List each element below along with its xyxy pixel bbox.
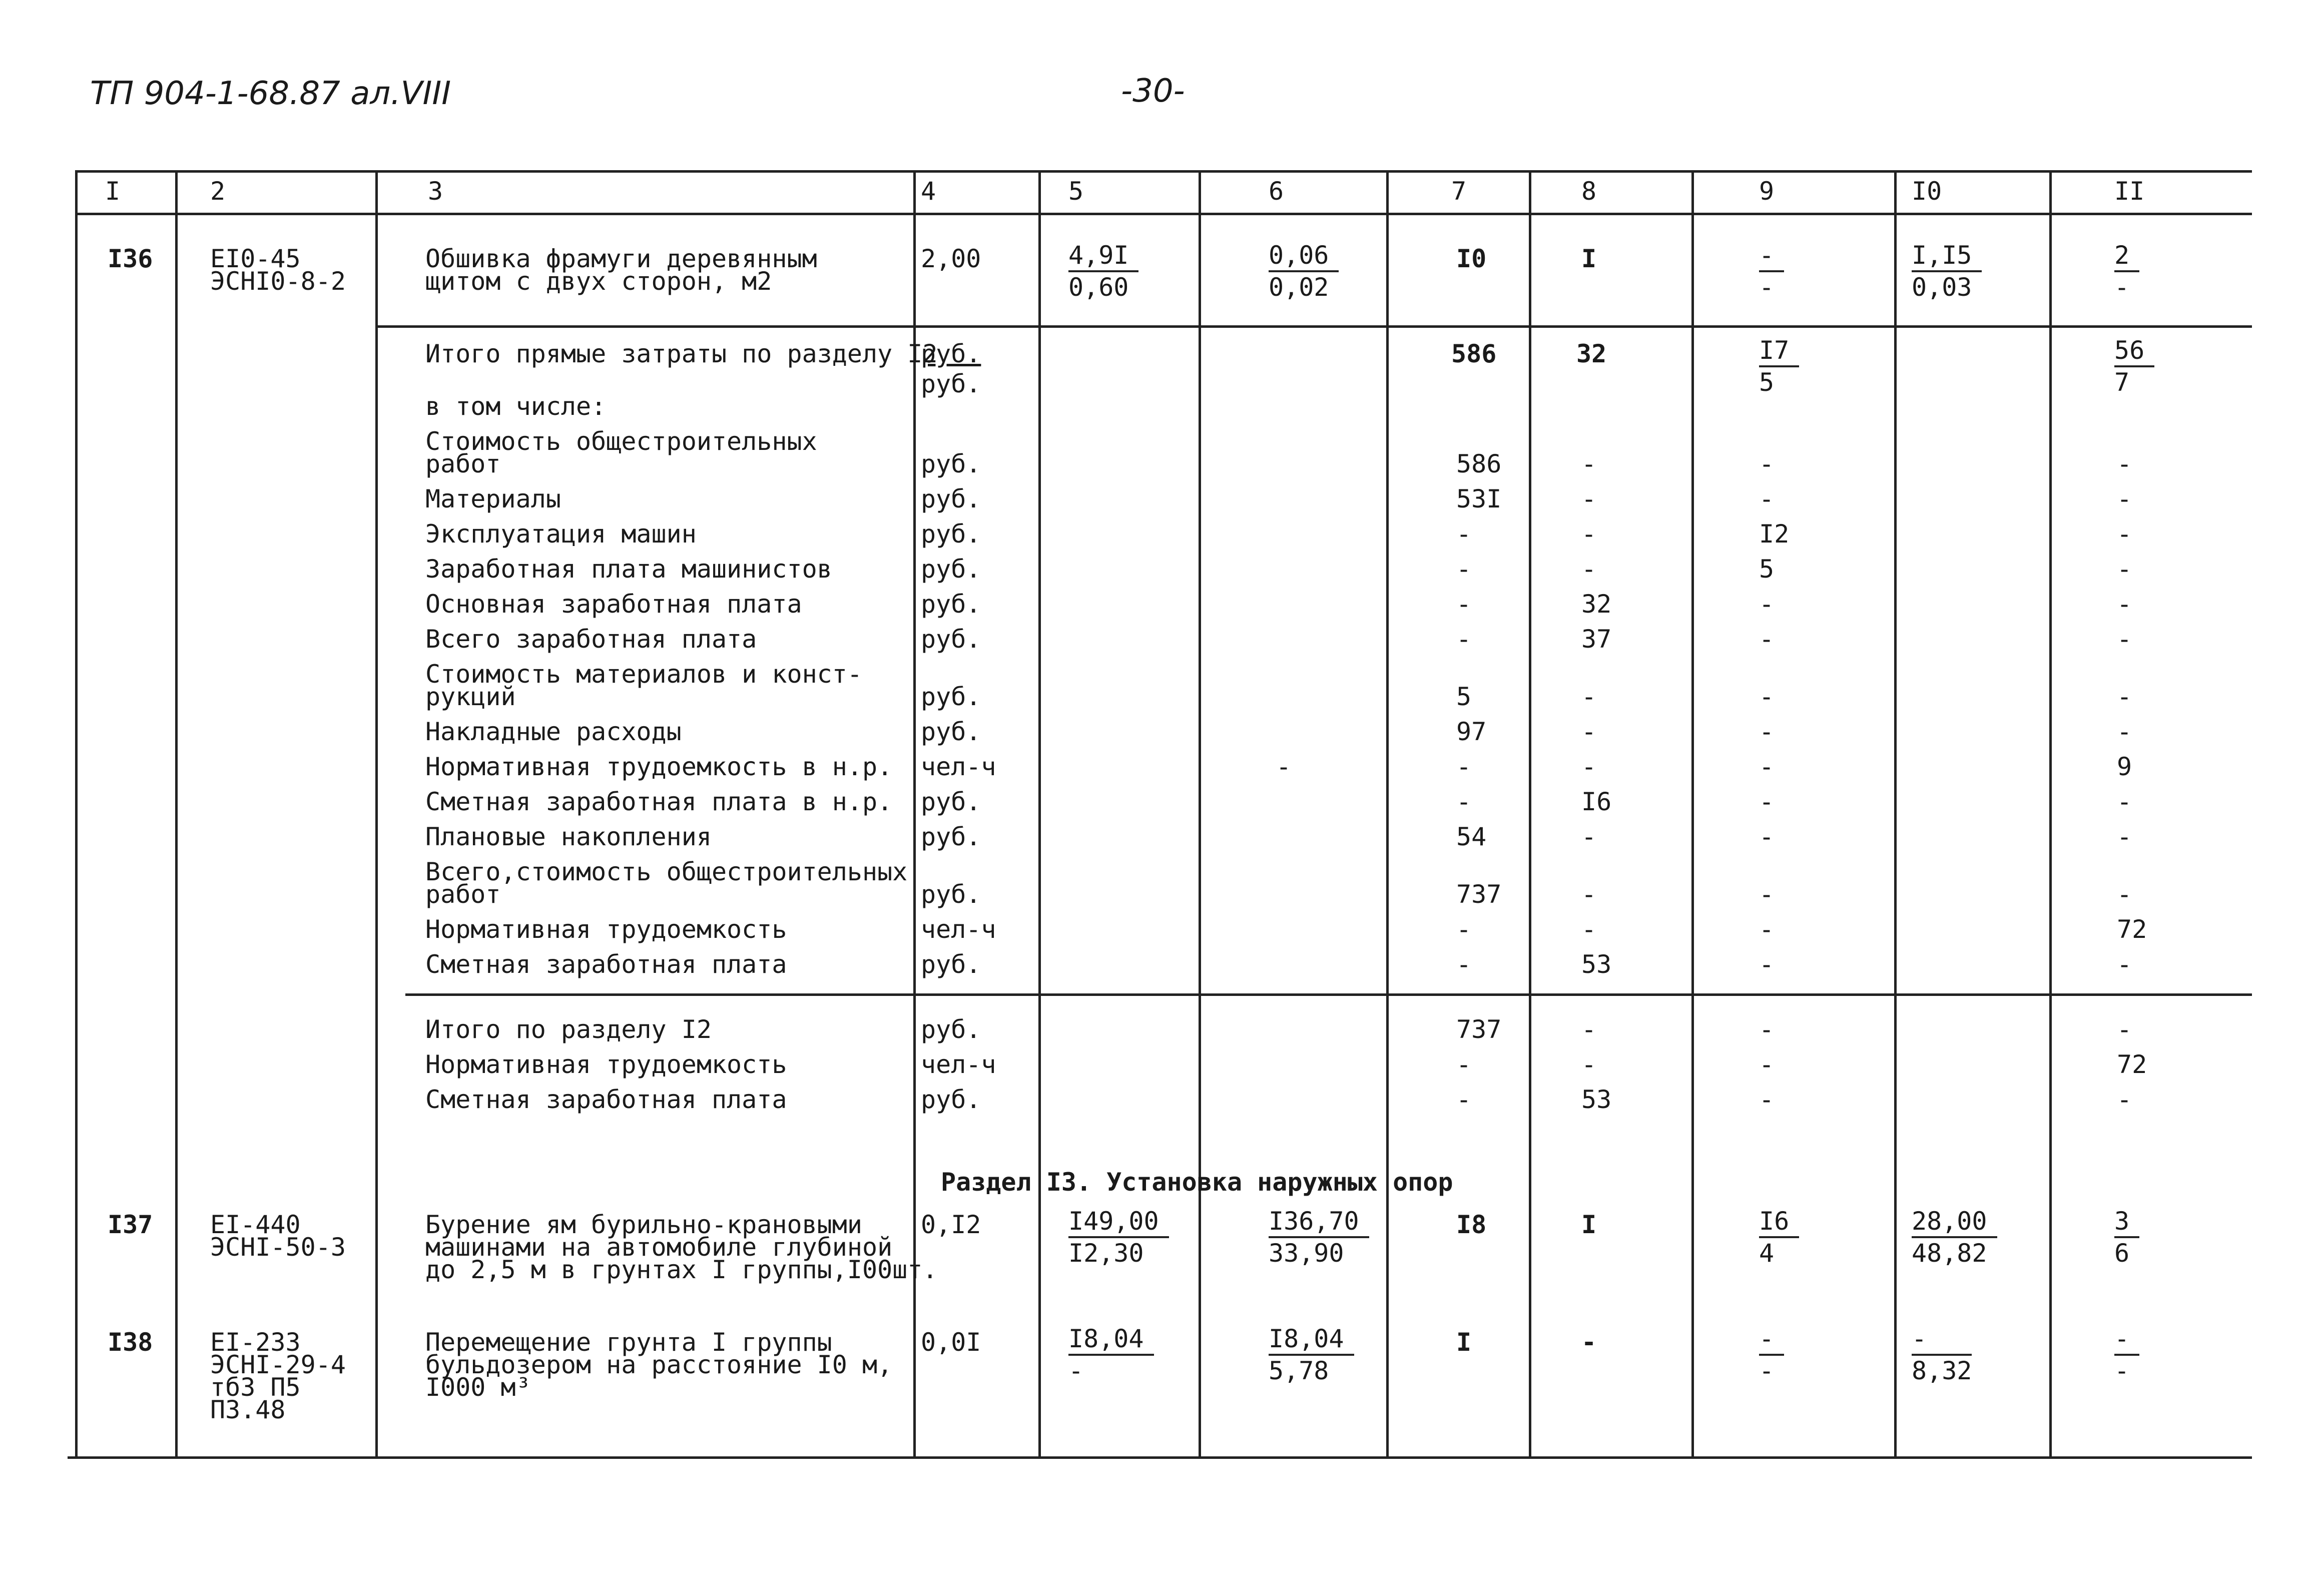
norm-code: EI0-45 [210,244,301,273]
unit-cost-fraction [1068,1206,1169,1268]
cell-value: 9 [2117,752,2132,781]
summary-separator [405,993,2252,996]
document-id: ТП 904-1-68.87 ал.VIII [90,75,451,112]
column-rule [1529,170,1531,1456]
cell-value: - [1456,1085,1472,1114]
cell-value: - [1456,752,1472,781]
cell-value: - [1759,590,1775,619]
quantity: 0,0I [921,1328,981,1357]
summary-label: работ [425,880,501,909]
cell-value: 53 [1581,950,1612,979]
work-description: Перемещение грунта I группы [425,1328,832,1357]
quantity: 0,I2 [921,1210,981,1239]
cell-value: 53I [1456,484,1502,513]
summary-label: Накладные расходы [425,717,682,746]
denominator: 5,78 [1269,1356,1329,1385]
row-number: I38 [108,1328,153,1357]
cell-value: - [1759,1085,1775,1114]
cell-value: - [2117,519,2132,549]
cell-value: - [2117,555,2132,584]
cell-value: - [2117,625,2132,654]
column-header: II [2114,177,2145,206]
denominator: - [1068,1356,1084,1385]
cell-value: - [1456,590,1472,619]
numerator: 2 [2114,240,2139,272]
cell-value: I [1581,244,1597,273]
summary-label: Всего заработная плата [425,625,757,654]
column-rule [1199,170,1201,1456]
norm-code: ЭСНI-50-3 [210,1233,346,1262]
cell-value: I6 [1581,787,1612,816]
numerator: I8,04 [1269,1324,1354,1356]
unit-label: руб. [921,682,981,711]
numerator: 28,00 [1912,1206,1997,1238]
subheading: в том числе: [425,392,607,421]
summary-label: Сметная заработная плата [425,950,787,979]
unit-label: руб. [921,880,981,909]
cell-value: - [1456,1050,1472,1079]
cell-value: - [1759,1050,1775,1079]
cell-value: 32 [1576,339,1607,368]
cell-value: - [1759,787,1775,816]
cell-value: - [1456,915,1472,944]
cell-value: 586 [1451,339,1497,368]
table-bottom-rule [68,1456,2252,1459]
numerator: 0,06 [1269,240,1339,272]
cell-value: - [1759,752,1775,781]
cell-value: - [1581,717,1597,746]
cell-value: - [2117,1085,2132,1114]
numerator: 3 [2114,1206,2139,1238]
cell-value: - [1581,555,1597,584]
cell-value: - [1456,950,1472,979]
work-description: I000 м³ [425,1373,531,1402]
cell-value: 586 [1456,449,1502,478]
cell-value: 37 [1581,625,1612,654]
work-description: щитом с двух сторон, м2 [425,267,772,296]
numerator: I36,70 [1269,1206,1369,1238]
cell-value: - [2117,449,2132,478]
quantity: 2,00 [921,244,981,273]
column-header: 9 [1759,177,1775,206]
summary-label: работ [425,449,501,478]
cell-value: - [1581,449,1597,478]
cell-value: - [2117,950,2132,979]
cell-value: 32 [1581,590,1612,619]
cell-value: 5 [1759,555,1775,584]
denominator: - [1759,273,1775,302]
unit-label: руб. [921,555,981,584]
header-bottom-rule [75,213,2252,215]
row-separator [378,325,2252,328]
column-header: 7 [1451,177,1467,206]
denominator: I2,30 [1068,1239,1144,1268]
cell-fraction [1912,1324,1972,1386]
cell-value: - [2117,1015,2132,1044]
unit-label: чел-ч [921,1050,996,1079]
cell-fraction [1759,1324,1784,1386]
summary-label: Материалы [425,484,561,513]
numerator: - [1759,240,1784,272]
cell-value: - [1759,1015,1775,1044]
cell-value: 97 [1456,717,1487,746]
denominator: 33,90 [1269,1239,1344,1268]
unit-label: руб. [921,1085,981,1114]
summary-label: Плановые накопления [425,822,712,851]
row-number: I36 [108,244,153,273]
cell-fraction [1912,1206,1997,1268]
summary-label: рукций [425,682,516,711]
column-header: 4 [921,177,936,206]
norm-code: ЭСНI-29-4 [210,1350,346,1379]
denominator: 0,60 [1068,273,1129,302]
column-rule [1691,170,1694,1456]
unit-label: руб. [921,590,981,619]
cell-value: 72 [2117,915,2147,944]
column-rule [175,170,178,1456]
cell-value: - [1456,555,1472,584]
unit-label: руб. [921,484,981,513]
summary-label: Стоимость материалов и конст- [425,660,862,689]
cell-value: - [1759,950,1775,979]
column-header: I0 [1912,177,1942,206]
unit-label: руб. [921,369,981,398]
cell-value: - [1581,682,1597,711]
cell-value: I8 [1456,1210,1487,1239]
norm-code: EI-440 [210,1210,301,1239]
cell-value: - [1759,625,1775,654]
cell-value: 72 [2117,1050,2147,1079]
total-label: Нормативная трудоемкость [425,1050,787,1079]
summary-label: Эксплуатация машин [425,519,697,549]
summary-label: Нормативная трудоемкость в н.р. [425,752,893,781]
numerator: I,I5 [1912,240,1982,272]
cell-value: 5 [1456,682,1472,711]
column-rule [1894,170,1897,1456]
cell-value: - [1581,752,1597,781]
denominator: 0,02 [1269,273,1329,302]
column-rule [375,170,378,1456]
denominator: 5 [1759,368,1775,397]
numerator: 4,9I [1068,240,1138,272]
norm-code: ЭСНI0-8-2 [210,267,346,296]
work-description: бульдозером на расстояние I0 м, [425,1350,893,1379]
work-description: Обшивка фрамуги деревянным [425,244,817,273]
unit-cost-fraction [1068,240,1138,302]
numerator: - [2114,1324,2139,1356]
norm-code: EI-233 [210,1328,301,1357]
cell-fraction [2114,240,2139,302]
cell-fraction [1759,240,1784,302]
unit-label: чел-ч [921,915,996,944]
denominator: 8,32 [1912,1356,1972,1385]
cell-value: 54 [1456,822,1487,851]
unit-cost-fraction [1269,1324,1354,1386]
denominator: 48,82 [1912,1239,1987,1268]
cell-value: - [2117,682,2132,711]
numerator: I7 [1759,335,1799,367]
denominator: 6 [2114,1239,2130,1268]
column-header: 2 [210,177,226,206]
cell-value: - [2117,822,2132,851]
unit-label: руб. [921,519,981,549]
summary-title: Итого прямые затраты по разделу I2 [425,339,938,368]
cell-value: I2 [1759,519,1790,549]
cell-fraction [1759,335,1799,397]
summary-label: Нормативная трудоемкость [425,915,787,944]
cell-value: - [2117,880,2132,909]
numerator: I49,00 [1068,1206,1169,1238]
norm-code: П3.48 [210,1395,286,1424]
unit-label: чел-ч [921,752,996,781]
cell-value: - [1581,519,1597,549]
cell-value: - [2117,717,2132,746]
cell-value: - [2117,590,2132,619]
column-rule [1386,170,1389,1456]
cell-value: - [1456,787,1472,816]
cell-value: - [1456,625,1472,654]
column-rule [1038,170,1041,1456]
cell-value: I [1456,1328,1472,1357]
summary-label: Всего,стоимость общестроительных [425,857,908,886]
section-title: Раздел I3. Установка наружных опор [941,1168,1453,1197]
denominator: - [2114,1356,2130,1385]
row-number: I37 [108,1210,153,1239]
denominator: - [1759,1356,1775,1385]
cell-value: - [1456,519,1472,549]
cell-value: - [1759,682,1775,711]
unit-label: руб. [921,449,981,478]
norm-code: тб3 П5 [210,1373,301,1402]
cell-fraction [2114,1206,2139,1268]
summary-label: Основная заработная плата [425,590,802,619]
cell-value: - [1581,1328,1597,1357]
cell-value: - [1581,915,1597,944]
numerator: 56 [2114,335,2154,367]
numerator: I8,04 [1068,1324,1154,1356]
denominator: 7 [2114,368,2130,397]
cell-fraction [1759,1206,1799,1268]
total-label: Сметная заработная плата [425,1085,787,1114]
numerator: - [1912,1324,1972,1356]
cell-value: - [1759,915,1775,944]
cell-fraction [1912,240,1982,302]
cell-value: - [1276,752,1292,781]
column-header: 6 [1269,177,1284,206]
unit-cost-fraction [1068,1324,1154,1386]
cell-value: - [1759,822,1775,851]
denominator: - [2114,273,2130,302]
column-rule [75,170,78,1456]
cell-value: 737 [1456,880,1502,909]
work-description: до 2,5 м в грунтах I группы,I00шт. [425,1255,938,1284]
summary-label: Заработная плата машинистов [425,555,832,584]
cell-value: - [1581,1015,1597,1044]
column-rule [2049,170,2052,1456]
cell-value: 737 [1456,1015,1502,1044]
column-header: 8 [1581,177,1597,206]
denominator: 4 [1759,1239,1775,1268]
cell-value: - [2117,484,2132,513]
cell-value: - [1581,1050,1597,1079]
unit-label: руб. [921,822,981,851]
cell-value: - [1581,484,1597,513]
cell-value: 53 [1581,1085,1612,1114]
work-description: машинами на автомобиле глубиной [425,1233,893,1262]
cell-value: - [1759,717,1775,746]
cell-value: - [1759,449,1775,478]
column-header: 3 [428,177,443,206]
cell-value: - [1581,822,1597,851]
numerator: - [1759,1324,1784,1356]
summary-label: Стоимость общестроительных [425,427,817,456]
unit-label: руб. [921,787,981,816]
cell-value: - [1581,880,1597,909]
unit-cost-fraction [1269,240,1339,302]
cell-value: I0 [1456,244,1487,273]
unit-cost-fraction [1269,1206,1369,1268]
work-description: Бурение ям бурильно-крановыми [425,1210,862,1239]
summary-label: Сметная заработная плата в н.р. [425,787,893,816]
column-header: 5 [1068,177,1084,206]
estimate-table [75,170,2252,1461]
denominator: 0,03 [1912,273,1972,302]
cell-fraction [2114,1324,2139,1386]
cell-fraction [2114,335,2154,397]
unit-label: руб. [921,339,981,368]
column-header: I [105,177,121,206]
table-top-rule [75,170,2252,173]
unit-label: руб. [921,625,981,654]
cell-value: I [1581,1210,1597,1239]
cell-value: - [1759,880,1775,909]
cell-value: - [1759,484,1775,513]
numerator: I6 [1759,1206,1799,1238]
page-number: -30- [1121,73,1185,110]
unit-label: руб. [921,717,981,746]
cell-value: - [2117,787,2132,816]
unit-label: руб. [921,1015,981,1044]
unit-label: руб. [921,950,981,979]
total-label: Итого по разделу I2 [425,1015,712,1044]
